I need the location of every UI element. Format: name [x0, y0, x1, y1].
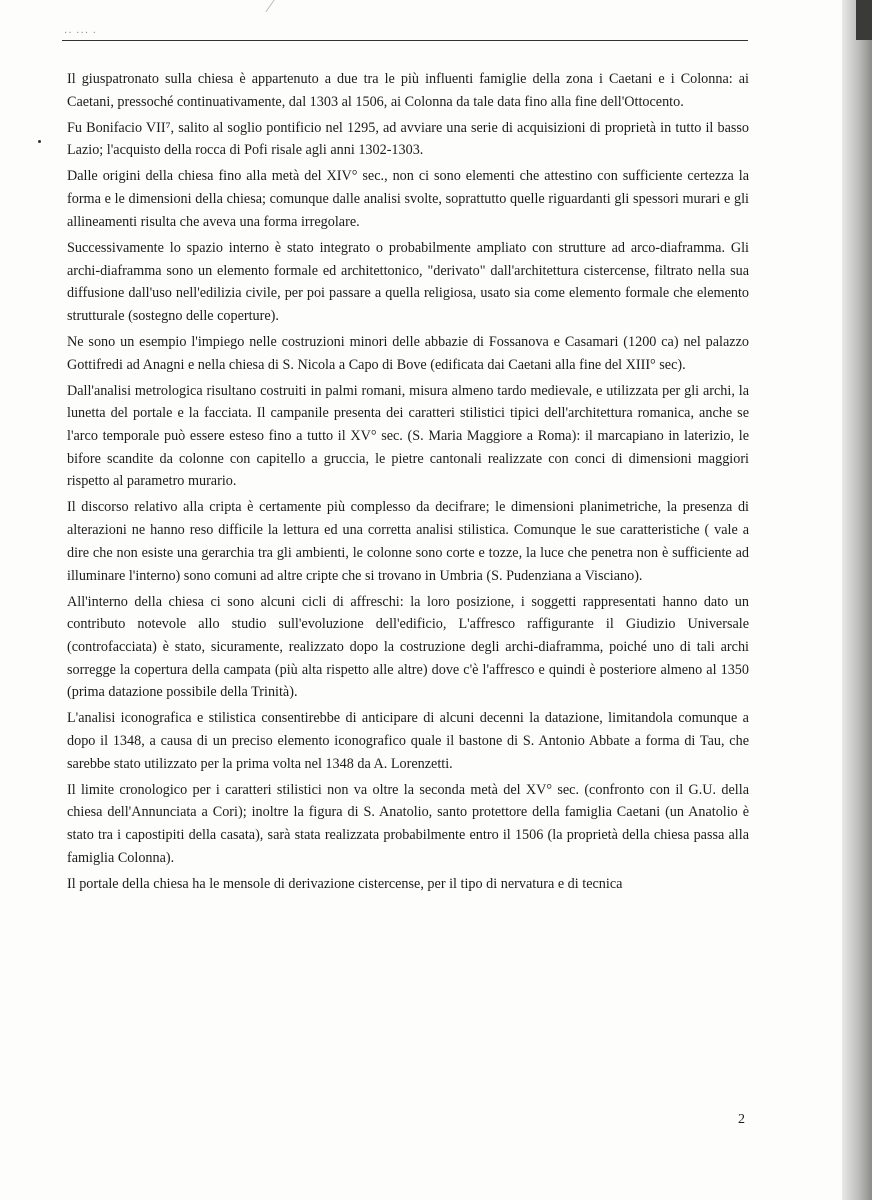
- paragraph-8: All'interno della chiesa ci sono alcuni cicli di affreschi: la loro posizione, i soggetti rappresentati hanno dato un contributo notevole allo studio sull'evoluzione dell'edificio, L'affresco raffigurante il Giudizio Universale (controfacciata) è stato, sicuramente, realizzato dopo la costruzione degli archi-diaframma, poiché uno di tali archi sorregge la copertura della campata (più alta rispetto alle altre) dove c'è l'affresco e quindi è posteriore almeno al 1350 (prima datazione possibile della Trinità).: [67, 593, 749, 701]
- paragraph-10: Il limite cronologico per i caratteri stilistici non va oltre la seconda metà del XV° sec. (confronto con il G.U. della chiesa dell'Annunciata a Cori); inoltre la figura di S. Anatolio, santo protettore della famiglia Caetani (un Anatolio è stato tra i capostipiti della casata), sarà stata realizzata probabilmente entro il 1506 (la proprietà della chiesa passa alla famiglia Colonna).: [67, 781, 749, 866]
- paragraph-7: Il discorso relativo alla cripta è certamente più complesso da decifrare; le dimensioni planimetriche, la presenza di alterazioni ne hanno reso difficile la lettura ed una corretta analisi stilistica. Comunque le sue caratteristiche ( vale a dire che non esiste una gerarchia tra gli ambienti, le colonne sono corte e tozze, la luce che penetra non è sufficiente ad illuminare l'interno) sono comuni ad altre cripte che si trovano in Umbria (S. Pudenziana a Visciano).: [67, 499, 749, 584]
- document-body: [67, 68, 749, 899]
- paragraph-3: Dalle origini della chiesa fino alla metà del XIV° sec., non ci sono elementi che attestino con sufficiente certezza la forma e le dimensioni della chiesa; comunque dalle analisi svolte, soprattutto quelle riguardanti gli spessori murari e gli allineamenti risulta che aveva una forma irregolare.: [67, 168, 749, 230]
- page-number: 2: [738, 1112, 745, 1127]
- paragraph-9: L'analisi iconografica e stilistica consentirebbe di anticipare di alcuni decenni la datazione, limitandola comunque a dopo il 1348, a causa di un preciso elemento iconografico quale il bastone di S. Antonio Abbate a forma di Tau, che sarebbe stato utilizzato per la prima volta nel 1348 da A. Lorenzetti.: [67, 710, 749, 772]
- paragraph-4: Successivamente lo spazio interno è stato integrato o probabilmente ampliato con strutture ad arco-diaframma. Gli archi-diaframma sono un elemento formale ed architettonico, "derivato" dall'architettura cistercense, filtrato nella sua diffusione dall'uso nell'edilizia civile, per poi passare a quella religiosa, usato sia come elemento formale che elemento strutturale (sostegno delle coperture).: [67, 239, 749, 324]
- margin-dot: [38, 140, 41, 143]
- paragraph-1: Il giuspatronato sulla chiesa è appartenuto a due tra le più influenti famiglie della zona i Caetani e i Colonna: ai Caetani, pressoché continuativamente, dal 1303 al 1506, ai Colonna da tale data fino alla fine dell'Ottocento.: [67, 71, 749, 110]
- header-rule: [62, 40, 748, 41]
- page-edge-corner: [856, 0, 872, 40]
- paragraph-11: Il portale della chiesa ha le mensole di derivazione cistercense, per il tipo di nervatura e di tecnica: [67, 875, 623, 892]
- paragraph-2: Fu Bonifacio VII⁷, salito al soglio pontificio nel 1295, ad avviare una serie di acquisizioni di proprietà in tutto il basso Lazio; l'acquisto della rocca di Pofi risale agli anni 1302-1303.: [67, 119, 749, 159]
- paragraph-6: Dall'analisi metrologica risultano costruiti in palmi romani, misura almeno tardo medievale, e utilizzata per gli archi, la lunetta del portale e la facciata. Il campanile presenta dei caratteri stilistici tipici dell'architettura romanica, anche se l'arco temporale può essere esteso fino a tutto il XV° sec. (S. Maria Maggiore a Roma): il marcapiano in laterizio, le bifore scandite da colonne con capitello a gruccia, le pietre cantonali realizzate con conci di dimensioni maggiori rispetto al parametro murario.: [67, 382, 749, 490]
- scan-mark: [265, 0, 276, 12]
- header-marks: ·· ··· ·: [64, 28, 97, 39]
- page-edge-shadow: [842, 0, 872, 1200]
- paragraph-5: Ne sono un esempio l'impiego nelle costruzioni minori delle abbazie di Fossanova e Casamari (1200 ca) nel palazzo Gottifredi ad Anagni e nella chiesa di S. Nicola a Capo di Bove (edificata dai Caetani alla fine del XIII° sec).: [67, 333, 749, 373]
